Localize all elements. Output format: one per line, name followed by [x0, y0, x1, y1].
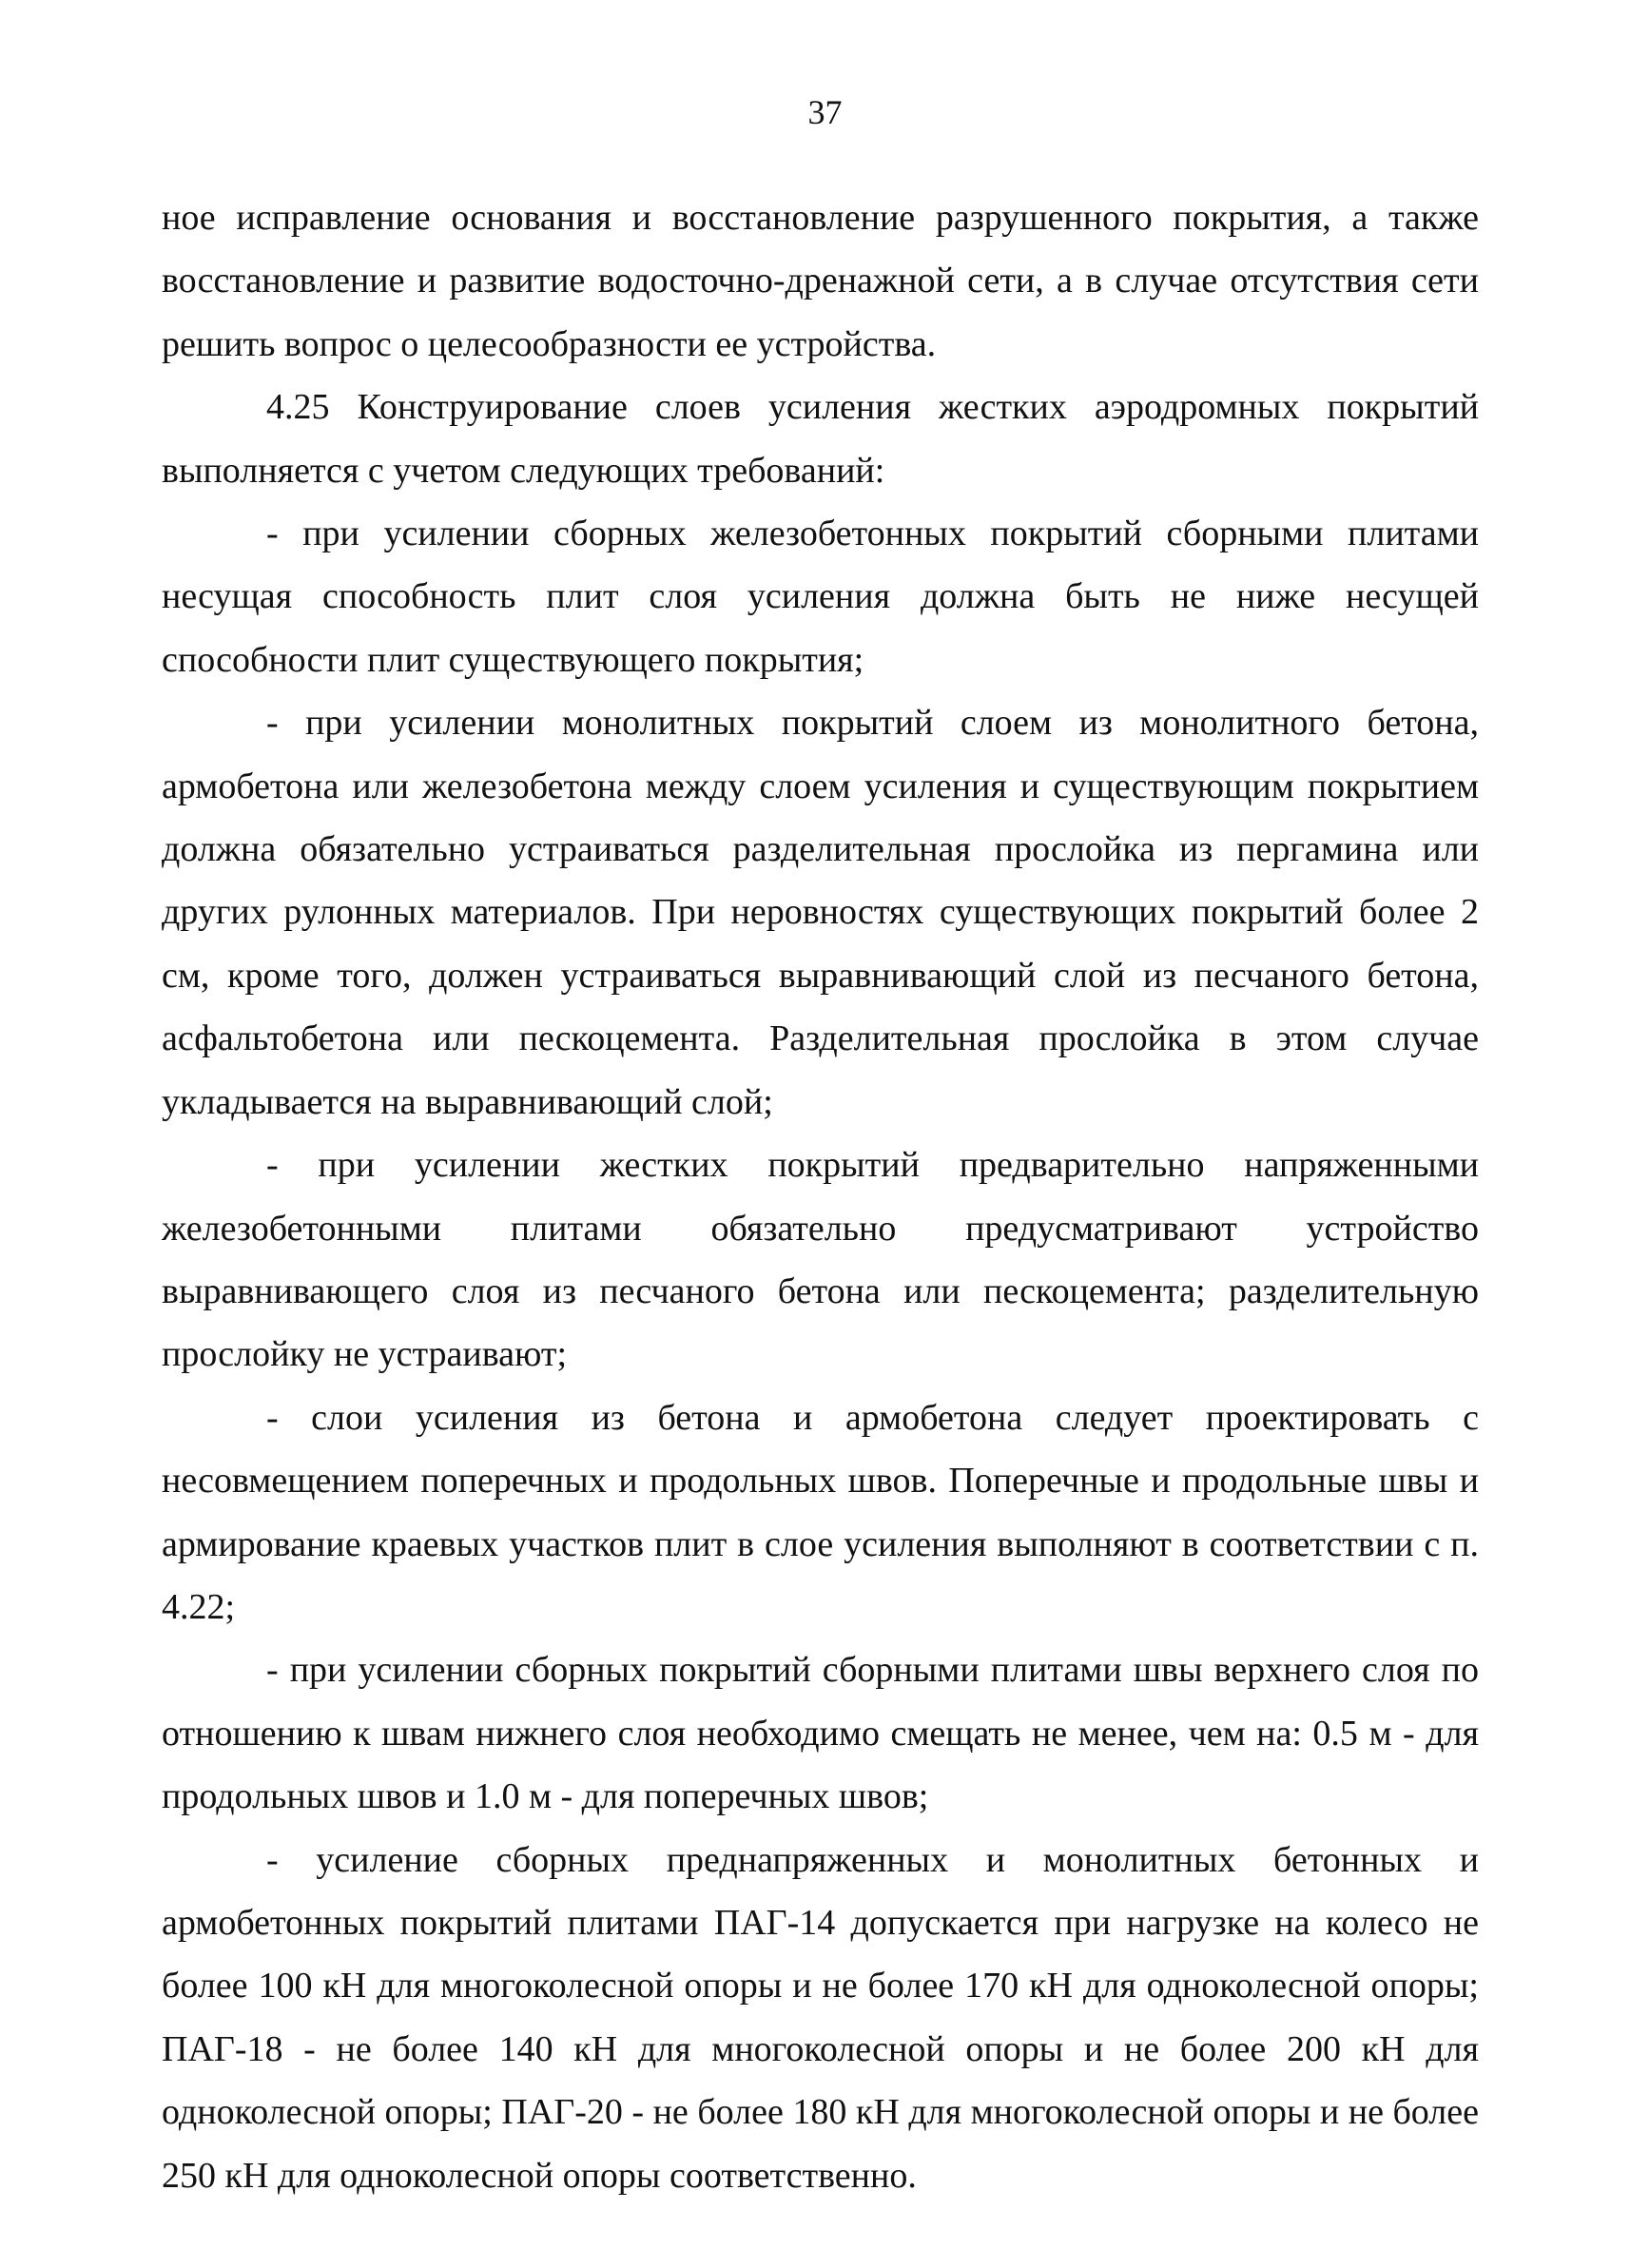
list-item-precast-plates: - при усилении сборных железобетонных покрытий сборными плитами несущая способность плит слоя усиления должна быть не ниже несущей способности плит существующего покрытия; — [162, 514, 1479, 680]
page-body — [162, 186, 1479, 2207]
paragraph-section-4-25: 4.25 Конструирование слоев усиления жестких аэродромных покрытий выполняется с учетом следующих требований: — [162, 387, 1479, 491]
paragraph-continuation: ное исправление основания и восстановление разрушенного покрытия, а также восстановление и развитие водосточно-дренажной сети, а в случае отсутствия сети решить вопрос о целесообразности ее устройства. — [162, 198, 1479, 364]
list-item-joint-offset: - слои усиления из бетона и армобетона следует проектировать с несовмещением поперечных и продольных швов. Поперечные и продольные швы и армирование краевых участков плит в слое усиления выполняют в соответствии с п. 4.22; — [162, 1397, 1479, 1627]
list-item-monolithic-coatings: - при усилении монолитных покрытий слоем из монолитного бетона, армобетона или железобетона между слоем усиления и существующим покрытием должна обязательно устраиваться разделительная прослойка из пергамина или других рулонных материалов. При неровностях существующих покрытий более 2 см, кроме того, должен устраиваться выравнивающий слой из песчаного бетона, асфальтобетона или пескоцемента. Разделительная прослойка в этом случае укладывается на выравнивающий слой; — [162, 703, 1479, 1122]
page-number: 37 — [807, 93, 843, 131]
list-item-pag-plates: - усиление сборных преднапряженных и монолитных бетонных и армобетонных покрытий плитами ПАГ-14 допускается при нагрузке на колесо не более 100 кН для многоколесной опоры и не более 170 кН для одноколесной опоры; ПАГ-18 - не более 140 кН для многоколесной опоры и не более 200 кН для одноколесной опоры; ПАГ-20 - не более 180 кН для многоколесной опоры и не более 250 кН для одноколесной опоры соответственно. — [162, 1839, 1479, 2196]
list-item-prestressed-plates: - при усилении жестких покрытий предварительно напряженными железобетонными плитами обязательно предусматривают устройство выравнивающего слоя из песчаного бетона или пескоцемента; разделительную прослойку не устраивают; — [162, 1145, 1479, 1375]
list-item-seam-shift: - при усилении сборных покрытий сборными плитами швы верхнего слоя по отношению к швам нижнего слоя необходимо смещать не менее, чем на: 0.5 м - для продольных швов и 1.0 м - для поперечных швов; — [162, 1650, 1479, 1817]
